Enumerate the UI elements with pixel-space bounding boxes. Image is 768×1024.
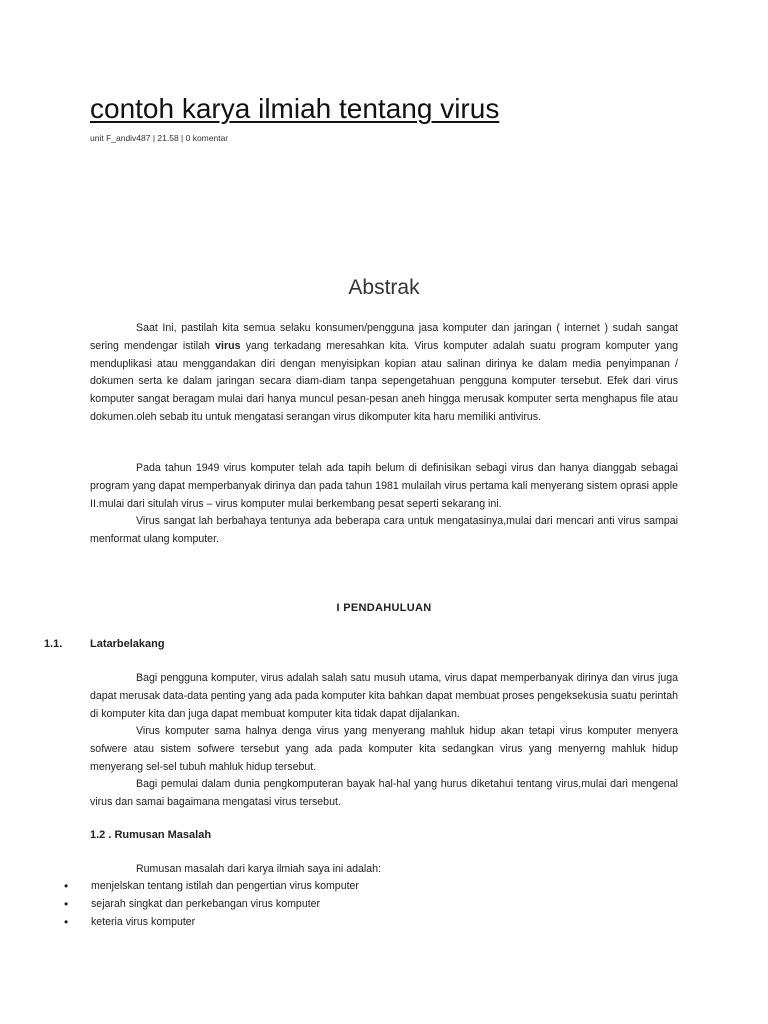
chapter-heading: I PENDAHULUAN bbox=[336, 602, 432, 614]
list-item bbox=[64, 896, 359, 914]
article-title[interactable]: contoh karya ilmiah tentang virus bbox=[90, 93, 500, 124]
list-item bbox=[64, 878, 359, 896]
rumusan-list bbox=[64, 878, 359, 931]
article-meta: unit F_andiv487 | 21.58 | 0 komentar bbox=[90, 133, 229, 143]
latarbelakang-paragraph-2: Virus komputer sama halnya denga virus yang menyerang mahluk hidup akan tetapi virus komputer menyera sofwere atau sistem sofwere tersebut yang ada pada komputer kita sedangkan virus yang menyerng mahluk hidup menyerang sel-sel tubuh mahluk hidup tersebut. bbox=[90, 725, 678, 773]
bullet-icon: • bbox=[64, 879, 69, 893]
abstract-paragraph-2: Pada tahun 1949 virus komputer telah ada tapih belum di definisikan sebagi virus dan hanya dianggab sebagai program yang dapat memperbanyak dirinya dan pada tahun 1981 mulailah virus pertama kali menyerang sistem oprasi apple II.mulai dari situlah virus – virus komputer mulai berkembang pesat seperti sekarang ini. bbox=[90, 462, 678, 510]
abstract-p1-text-b: yang terkadang meresahkan kita. Virus komputer adalah suatu program komputer yang menduplikasi atau menggandakan diri dengan menyisipkan kopian atau salinan dirinya ke dalam media penyimpanan / dokumen serta ke dalam jaringan secara diam-diam tanpa sepengetahuan pengguna komputer tersebut. Efek dari virus komputer sangat beragam mulai dari hanya muncul pesan-pesan aneh hingga merusak komputer serta menghapus file atau dokumen.oleh sebab itu untuk mengatasi serangan virus dikomputer kita haru memiliki antivirus. bbox=[90, 339, 678, 423]
rumusan-intro: Rumusan masalah dari karya ilmiah saya ini adalah: bbox=[136, 863, 381, 875]
list-item bbox=[64, 914, 359, 932]
list-item-text: menjelskan tentang istilah dan pengertian virus komputer bbox=[91, 880, 359, 892]
abstract-p1-text-a: Saat Ini, pastilah kita semua selaku konsumen/pengguna jasa komputer dan jaringan ( internet ) sudah sangat sering mendengar istilah bbox=[90, 322, 678, 352]
abstract-p1-bold-term: virus bbox=[215, 339, 241, 352]
abstract-paragraph-3: Virus sangat lah berbahaya tentunya ada beberapa cara untuk mengatasinya,mulai dari mencari anti virus sampai menformat ulang komputer. bbox=[90, 515, 678, 545]
bullet-icon: • bbox=[64, 896, 69, 911]
section-title-rumusan-masalah: 1.2 . Rumusan Masalah bbox=[90, 829, 212, 841]
abstract-heading: Abstrak bbox=[348, 276, 420, 299]
list-item-text: sejarah singkat dan perkebangan virus komputer bbox=[91, 897, 321, 910]
list-item-text: keteria virus komputer bbox=[91, 915, 196, 928]
section-title-latarbelakang: Latarbelakang bbox=[90, 638, 165, 650]
abstract-paragraph-1 bbox=[90, 320, 678, 427]
latarbelakang-paragraph-1: Bagi pengguna komputer, virus adalah salah satu musuh utama, virus dapat memperbanyak dirinya dan virus juga dapat merusak data-data penting yang ada pada komputer kita bahkan dapat membuat proses pengeksekusia suatu perintah di komputer kita dan juga dapat membuat komputer kita tidak dapat dijalankan. bbox=[90, 672, 678, 720]
bullet-icon: • bbox=[64, 914, 69, 929]
latarbelakang-paragraph-3: Bagi pemulai dalam dunia pengkomputeran bayak hal-hal yang hurus diketahui tentang virus,mulai dari mengenal virus dan samai bagaimana mengatasi virus tersebut. bbox=[90, 778, 678, 808]
section-number: 1.1. bbox=[44, 638, 63, 650]
